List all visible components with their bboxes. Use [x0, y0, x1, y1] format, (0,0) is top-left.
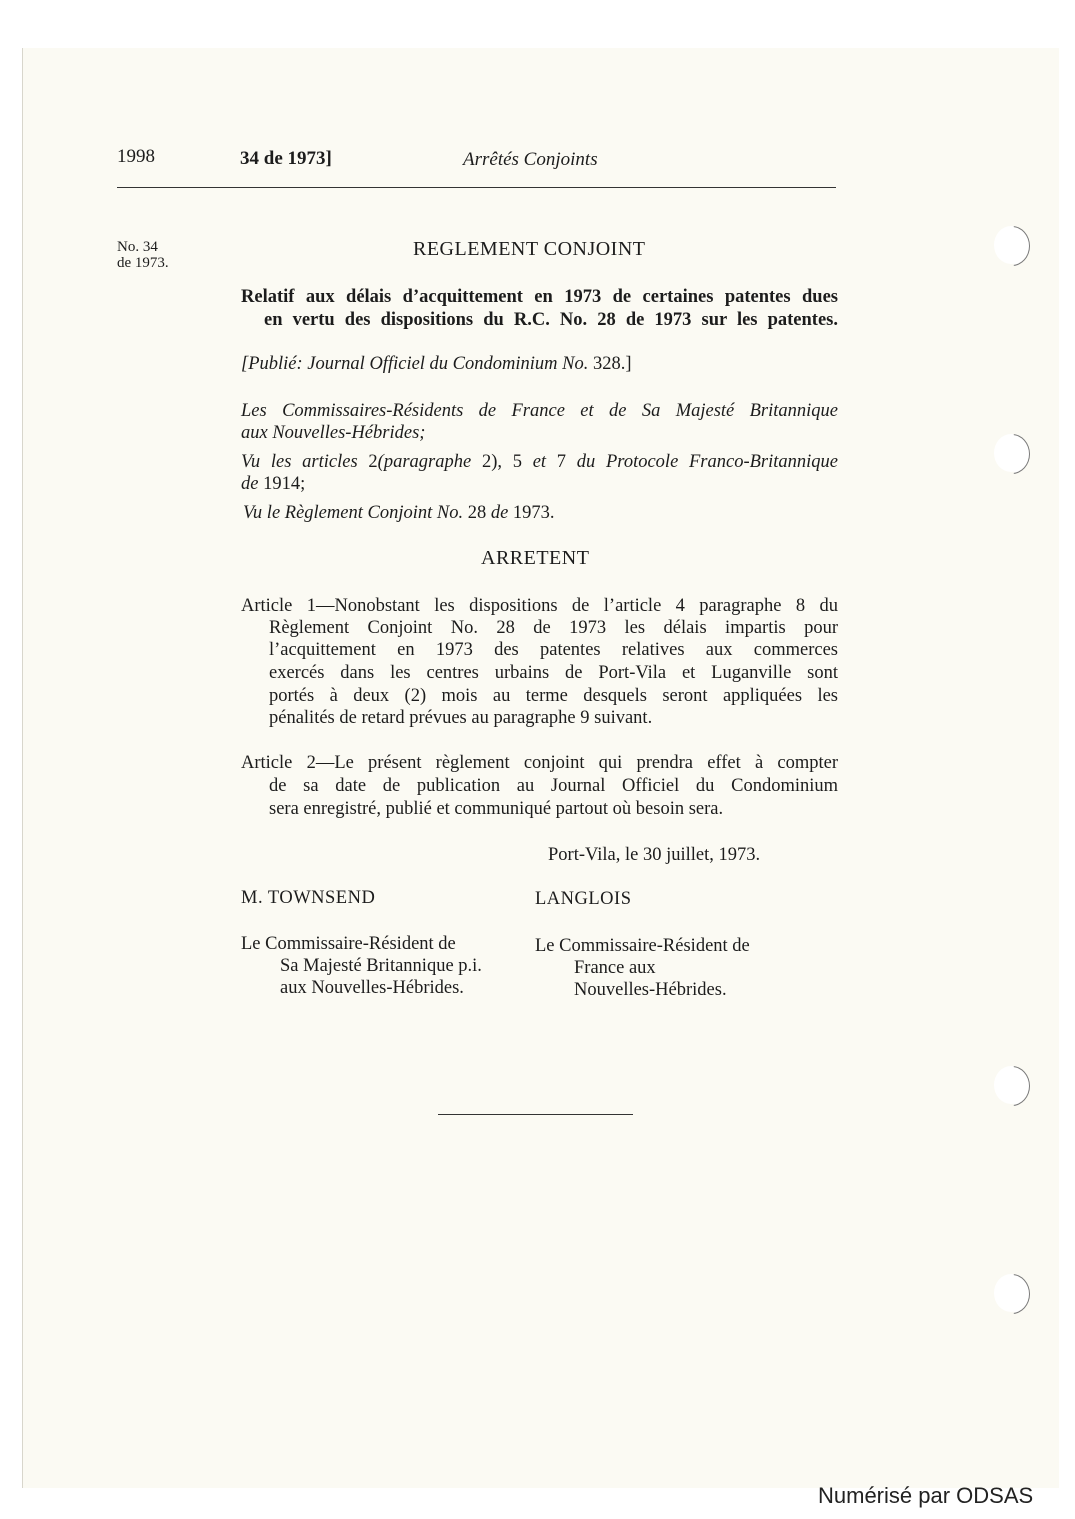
- preamble-line: aux Nouvelles-Hébrides;: [241, 423, 426, 443]
- document-title: REGLEMENT CONJOINT: [413, 238, 646, 260]
- vu-text: Vu les articles: [241, 452, 358, 472]
- publication-label: [Publié: Journal Officiel du Condominium No.: [241, 354, 589, 374]
- article1-line: l’acquittement en 1973 des patentes relatives aux commerces: [269, 640, 838, 660]
- signatory-left-title: [241, 933, 482, 999]
- arretent-heading: ARRETENT: [481, 547, 590, 569]
- signatory-title-line: Le Commissaire-Résident de: [241, 934, 456, 954]
- closing-rule: [438, 1114, 633, 1115]
- vu-number: 28: [467, 503, 487, 523]
- vu-number: 2),: [481, 452, 502, 472]
- article2-line: sera enregistré, publié et communiqué partout où besoin sera.: [269, 799, 724, 819]
- subtitle-line: Relatif aux délais d’acquittement en 1973 de certaines patentes dues: [241, 287, 838, 307]
- publication-note: [241, 353, 632, 375]
- article1-line: Règlement Conjoint No. 28 de 1973 les délais impartis pour: [269, 618, 838, 638]
- header-reference: 34 de 1973]: [240, 148, 332, 169]
- margin-note-line: No. 34: [117, 239, 158, 255]
- signatory-title-line: aux Nouvelles-Hébrides.: [280, 978, 464, 998]
- article2-line: Article 2—Le présent règlement conjoint qui prendra effet à compter: [241, 753, 838, 773]
- signatory-right-title: [535, 935, 750, 1001]
- vu-number: 2: [368, 452, 378, 472]
- article2-line: de sa date de publication au Journal Officiel du Condominium: [269, 776, 838, 796]
- vu-text: de: [241, 474, 259, 494]
- article1-line: Article 1—Nonobstant les dispositions de l’article 4 paragraphe 8 du: [241, 596, 838, 616]
- margin-note-line: de 1973.: [117, 255, 169, 271]
- vu-text: Vu le Règlement Conjoint No.: [243, 503, 464, 523]
- vu-protocole-line: [241, 451, 838, 473]
- signatory-title-line: Sa Majesté Britannique p.i.: [280, 956, 482, 976]
- vu-number: 7: [556, 452, 567, 472]
- margin-note: [117, 239, 169, 271]
- vu-number: 1973.: [512, 503, 555, 523]
- signatory-title-line: Nouvelles-Hébrides.: [574, 980, 727, 1000]
- signatory-left-name: M. TOWNSEND: [241, 888, 376, 908]
- preamble-line: Les Commissaires-Résidents de France et de Sa Majesté Britannique: [241, 401, 838, 421]
- digitization-watermark: Numérisé par ODSAS: [818, 1483, 1034, 1508]
- vu-number: 1914;: [263, 474, 306, 494]
- subtitle-line: en vertu des dispositions du R.C. No. 28 de 1973 sur les patentes.: [264, 310, 838, 330]
- vu-protocole-line2: [241, 473, 305, 495]
- article1-line: portés à deux (2) mois au terme desquels seront appliquées les: [269, 686, 838, 706]
- header-rule: [117, 187, 836, 188]
- vu-text: et: [532, 452, 547, 472]
- signatory-right-name: LANGLOIS: [535, 889, 632, 909]
- place-date: Port-Vila, le 30 juillet, 1973.: [548, 845, 761, 865]
- article1-line: pénalités de retard prévues au paragraphe 9 suivant.: [269, 708, 653, 728]
- page-number: 1998: [117, 146, 155, 167]
- signatory-title-line: Le Commissaire-Résident de: [535, 936, 750, 956]
- signatory-title-line: France aux: [574, 958, 656, 978]
- vu-reglement-line: [243, 502, 555, 524]
- vu-text: du Protocole Franco-Britannique: [576, 452, 839, 472]
- vu-text: (paragraphe: [377, 452, 472, 472]
- running-title: Arrêtés Conjoints: [463, 149, 598, 170]
- publication-number: 328.]: [593, 354, 632, 374]
- vu-number: 5: [512, 452, 522, 472]
- vu-text: de: [490, 503, 509, 523]
- article1-line: exercés dans les centres urbains de Port-Vila et Luganville sont: [269, 663, 838, 683]
